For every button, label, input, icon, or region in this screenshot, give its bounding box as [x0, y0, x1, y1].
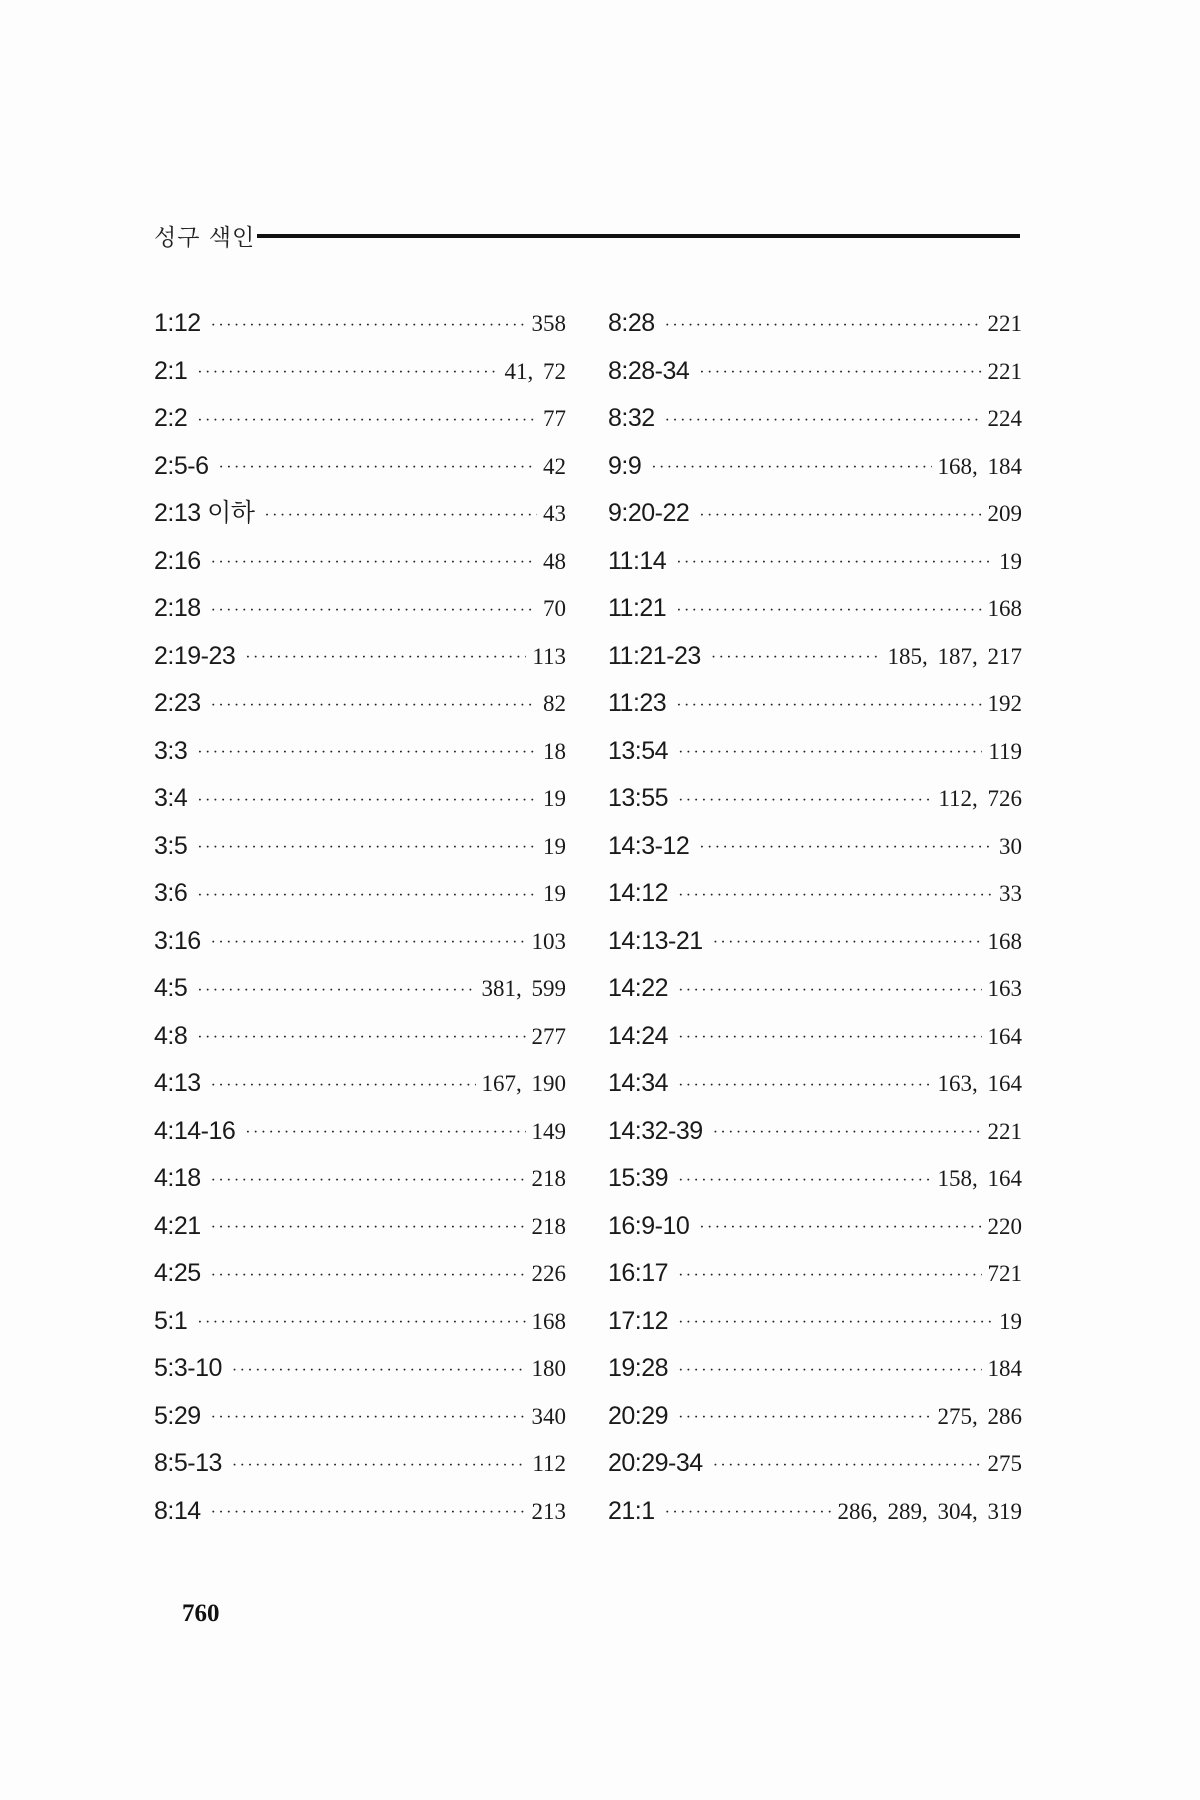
dot-leader [245, 650, 526, 666]
dot-leader [676, 603, 981, 619]
index-column-left [154, 300, 566, 1535]
index-entry [154, 490, 566, 538]
dot-leader [676, 698, 981, 714]
page-references: 381, 599 [481, 976, 566, 1002]
scripture-reference: 8:5-13 [154, 1449, 222, 1478]
scripture-reference: 4:13 [154, 1069, 201, 1098]
scripture-reference: 4:5 [154, 974, 188, 1003]
dot-leader [678, 1268, 981, 1284]
page-references: 158, 164 [937, 1166, 1022, 1192]
header-title: 성구 색인 [154, 224, 256, 251]
dot-leader [676, 555, 993, 571]
scripture-reference: 4:14-16 [154, 1116, 236, 1145]
index-entry [608, 585, 1022, 633]
page-references: 209 [987, 501, 1022, 527]
index-entry [154, 1298, 566, 1346]
page-references: 19 [543, 833, 566, 859]
page-references: 33 [999, 881, 1022, 907]
page-references: 112 [532, 1451, 566, 1477]
scripture-reference: 4:25 [154, 1259, 201, 1288]
page-references: 340 [531, 1403, 566, 1429]
index-entry [154, 633, 566, 681]
dot-leader [197, 888, 537, 904]
scripture-reference: 8:32 [608, 404, 655, 433]
index-entry [608, 1440, 1022, 1488]
scripture-reference: 11:21 [608, 594, 667, 623]
page-references: 224 [987, 406, 1022, 432]
page-references: 218 [531, 1213, 566, 1239]
running-header [154, 218, 1020, 252]
dot-leader [211, 698, 537, 714]
page-references: 163 [987, 976, 1022, 1002]
page-references: 30 [999, 833, 1022, 859]
index-entry [154, 1108, 566, 1156]
index-entry [154, 348, 566, 396]
scripture-reference: 20:29-34 [608, 1449, 703, 1478]
dot-leader [678, 1410, 931, 1426]
scripture-reference: 2:5-6 [154, 451, 209, 480]
page-references: 19 [999, 548, 1022, 574]
page-references: 221 [987, 311, 1022, 337]
scripture-reference: 3:3 [154, 736, 188, 765]
scripture-reference: 14:3-12 [608, 831, 690, 860]
dot-leader [665, 318, 982, 334]
scripture-reference: 14:22 [608, 974, 669, 1003]
scripture-reference: 14:34 [608, 1069, 669, 1098]
index-entry [608, 1345, 1022, 1393]
page-references: 218 [531, 1166, 566, 1192]
dot-leader [264, 508, 537, 524]
scripture-reference: 3:5 [154, 831, 188, 860]
index-entry [608, 965, 1022, 1013]
scripture-reference: 2:2 [154, 404, 188, 433]
page-references: 48 [543, 548, 566, 574]
scripture-reference: 8:28 [608, 309, 655, 338]
index-entry [154, 823, 566, 871]
dot-leader [211, 555, 537, 571]
scripture-reference: 2:13 이하 [154, 499, 255, 528]
scripture-reference: 5:29 [154, 1401, 201, 1430]
scripture-reference: 2:19-23 [154, 641, 236, 670]
page-references: 70 [543, 596, 566, 622]
dot-leader [678, 1078, 931, 1094]
page-references: 275, 286 [937, 1403, 1022, 1429]
index-entry [608, 680, 1022, 728]
scripture-reference: 13:54 [608, 736, 669, 765]
scripture-reference: 4:18 [154, 1164, 201, 1193]
dot-leader [197, 840, 537, 856]
page-references: 277 [531, 1023, 566, 1049]
scripture-reference: 16:17 [608, 1259, 669, 1288]
page-references: 41, 72 [504, 358, 566, 384]
index-entry [608, 823, 1022, 871]
scripture-reference: 17:12 [608, 1306, 669, 1335]
scripture-reference: 14:24 [608, 1021, 669, 1050]
dot-leader [713, 935, 982, 951]
scripture-reference: 8:14 [154, 1496, 201, 1525]
page-references: 103 [531, 928, 566, 954]
index-entry [608, 1488, 1022, 1536]
scripture-reference: 19:28 [608, 1354, 669, 1383]
dot-leader [665, 1505, 832, 1521]
scripture-reference: 3:16 [154, 926, 201, 955]
index-entry [154, 965, 566, 1013]
index-entry [154, 680, 566, 728]
dot-leader [211, 603, 537, 619]
index-entry [154, 395, 566, 443]
dot-leader [211, 1505, 526, 1521]
index-entry [608, 300, 1022, 348]
index-entry [154, 870, 566, 918]
page-references: 185, 187, 217 [887, 643, 1022, 669]
page-references: 168 [987, 596, 1022, 622]
scripture-reference: 20:29 [608, 1401, 669, 1430]
scripture-reference: 21:1 [608, 1496, 655, 1525]
page-references: 220 [987, 1213, 1022, 1239]
scripture-reference: 11:21-23 [608, 641, 701, 670]
page-references: 19 [543, 786, 566, 812]
page-references: 221 [987, 1118, 1022, 1144]
page-references: 163, 164 [937, 1071, 1022, 1097]
dot-leader [665, 413, 982, 429]
page-references: 149 [531, 1118, 566, 1144]
dot-leader [197, 1030, 525, 1046]
dot-leader [211, 935, 526, 951]
dot-leader [232, 1458, 526, 1474]
scripture-reference: 5:3-10 [154, 1354, 222, 1383]
dot-leader [197, 793, 537, 809]
scripture-reference: 14:32-39 [608, 1116, 703, 1145]
scripture-reference: 9:20-22 [608, 499, 690, 528]
index-column-right [608, 300, 1022, 1535]
scripture-reference: 3:4 [154, 784, 188, 813]
page-references: 180 [531, 1356, 566, 1382]
scripture-reference: 3:6 [154, 879, 188, 908]
index-entry [154, 728, 566, 776]
index-entry [154, 1250, 566, 1298]
dot-leader [197, 413, 537, 429]
page-references: 168 [531, 1308, 566, 1334]
dot-leader [197, 1315, 525, 1331]
scripture-reference: 4:21 [154, 1211, 201, 1240]
index-entry [154, 1203, 566, 1251]
dot-leader [711, 650, 882, 666]
scripture-reference: 11:14 [608, 546, 667, 575]
index-entry [154, 775, 566, 823]
page-references: 42 [543, 453, 566, 479]
index-entry [608, 1013, 1022, 1061]
scripture-reference: 11:23 [608, 689, 667, 718]
page-references: 19 [999, 1308, 1022, 1334]
scripture-reference: 14:13-21 [608, 926, 703, 955]
page-references: 184 [987, 1356, 1022, 1382]
page-references: 168, 184 [937, 453, 1022, 479]
index-entry [154, 918, 566, 966]
index-entry [608, 775, 1022, 823]
dot-leader [211, 318, 526, 334]
index-entry [154, 1393, 566, 1441]
index-entry [608, 870, 1022, 918]
index-entry [608, 490, 1022, 538]
dot-leader [678, 1363, 981, 1379]
index-entry [608, 1060, 1022, 1108]
page-references: 192 [987, 691, 1022, 717]
page-references: 168 [987, 928, 1022, 954]
index-entry [608, 1250, 1022, 1298]
page-references: 19 [543, 881, 566, 907]
page-references: 358 [531, 311, 566, 337]
scripture-reference: 2:18 [154, 594, 201, 623]
index-entry [154, 1488, 566, 1536]
page-references: 43 [543, 501, 566, 527]
index-entry [608, 395, 1022, 443]
dot-leader [699, 840, 993, 856]
page-references: 164 [987, 1023, 1022, 1049]
page-references: 18 [543, 738, 566, 764]
index-entry [608, 1155, 1022, 1203]
scripture-reference: 1:12 [154, 309, 201, 338]
scripture-reference: 9:9 [608, 451, 642, 480]
page-references: 112, 726 [938, 786, 1022, 812]
index-entry [154, 443, 566, 491]
dot-leader [197, 745, 537, 761]
index-entry [608, 918, 1022, 966]
dot-leader [713, 1458, 982, 1474]
dot-leader [678, 1315, 993, 1331]
index-entry [608, 348, 1022, 396]
index-entry [154, 1440, 566, 1488]
dot-leader [678, 888, 993, 904]
index-entry [608, 1393, 1022, 1441]
page-references: 77 [543, 406, 566, 432]
index-entry [154, 1155, 566, 1203]
index-entry [608, 1298, 1022, 1346]
dot-leader [699, 1220, 981, 1236]
scripture-reference: 5:1 [154, 1306, 188, 1335]
dot-leader [678, 983, 981, 999]
dot-leader [678, 745, 982, 761]
index-entry [608, 633, 1022, 681]
dot-leader [211, 1268, 526, 1284]
index-entry [154, 1013, 566, 1061]
dot-leader [651, 460, 931, 476]
dot-leader [699, 365, 981, 381]
dot-leader [699, 508, 981, 524]
scripture-reference: 16:9-10 [608, 1211, 690, 1240]
scripture-reference: 4:8 [154, 1021, 188, 1050]
page-references: 119 [988, 738, 1022, 764]
page-references: 286, 289, 304, 319 [837, 1498, 1022, 1524]
header-rule [257, 234, 1020, 238]
scripture-reference: 15:39 [608, 1164, 669, 1193]
page-references: 221 [987, 358, 1022, 384]
page-references: 213 [531, 1498, 566, 1524]
dot-leader [211, 1220, 526, 1236]
page-number: 760 [182, 1600, 220, 1627]
scripture-reference: 2:16 [154, 546, 201, 575]
scripture-reference: 2:1 [154, 356, 188, 385]
index-entry [154, 300, 566, 348]
scripture-reference: 13:55 [608, 784, 669, 813]
index-entry [608, 728, 1022, 776]
page-references: 226 [531, 1261, 566, 1287]
index-entry [154, 538, 566, 586]
dot-leader [211, 1078, 476, 1094]
dot-leader [211, 1410, 526, 1426]
dot-leader [678, 793, 932, 809]
scripture-reference: 8:28-34 [608, 356, 690, 385]
index-entry [608, 443, 1022, 491]
scripture-reference: 14:12 [608, 879, 669, 908]
scripture-reference: 2:23 [154, 689, 201, 718]
dot-leader [197, 983, 475, 999]
index-entry [608, 1203, 1022, 1251]
dot-leader [245, 1125, 525, 1141]
dot-leader [232, 1363, 526, 1379]
page-references: 167, 190 [481, 1071, 566, 1097]
page-references: 721 [987, 1261, 1022, 1287]
dot-leader [678, 1173, 931, 1189]
index-entry [154, 585, 566, 633]
dot-leader [678, 1030, 981, 1046]
dot-leader [713, 1125, 982, 1141]
index-entry [154, 1345, 566, 1393]
page-references: 82 [543, 691, 566, 717]
index-entry [608, 1108, 1022, 1156]
dot-leader [197, 365, 498, 381]
page-references: 113 [532, 643, 566, 669]
index-entry [154, 1060, 566, 1108]
dot-leader [211, 1173, 526, 1189]
dot-leader [218, 460, 537, 476]
index-entry [608, 538, 1022, 586]
page-references: 275 [987, 1451, 1022, 1477]
